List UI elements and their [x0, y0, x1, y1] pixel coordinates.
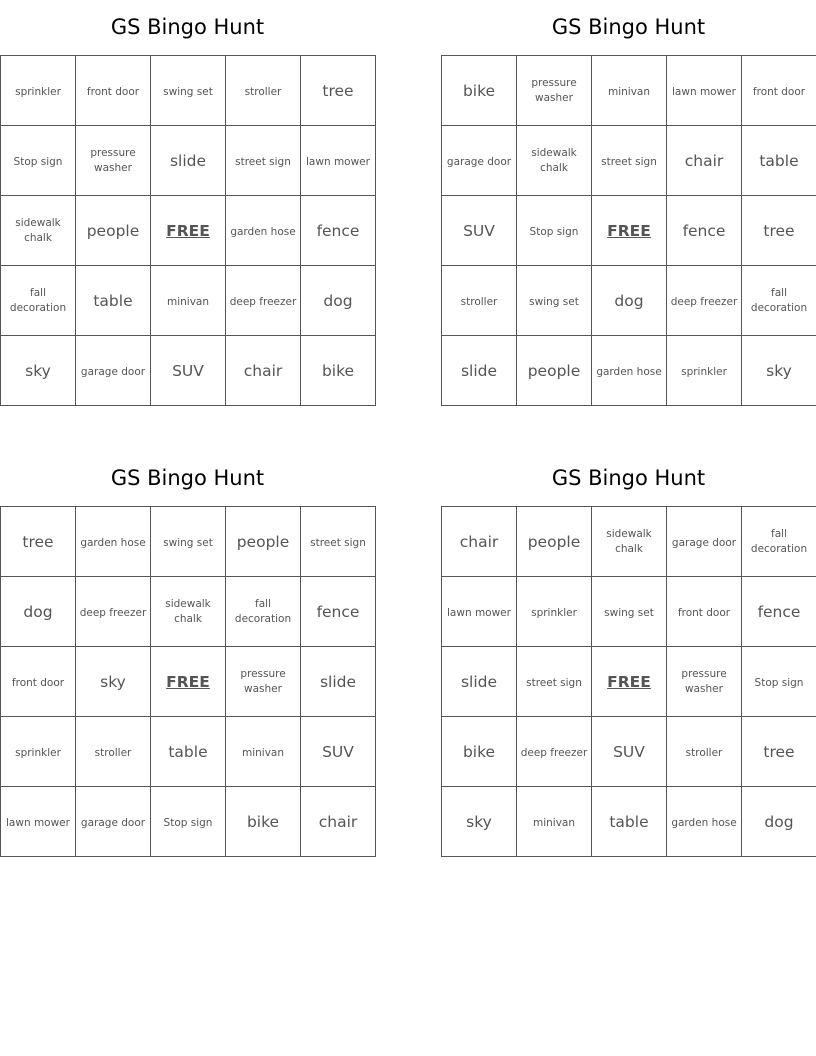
bingo-cell — [517, 196, 592, 266]
bingo-cell-label: front door — [677, 606, 731, 619]
bingo-cell — [1, 126, 76, 196]
bingo-cell — [1, 507, 76, 577]
bingo-cell-label: fence — [316, 602, 360, 621]
card-title: GS Bingo Hunt — [551, 15, 706, 39]
bingo-cell-label: dog — [23, 602, 53, 621]
bingo-cell — [76, 56, 151, 126]
bingo-cell — [442, 507, 517, 577]
bingo-cell — [1, 787, 76, 857]
bingo-cell-label: sidewalk chalk — [165, 597, 211, 625]
bingo-cell-label: dog — [764, 812, 794, 831]
bingo-cell-label: Stop sign — [754, 676, 804, 689]
bingo-cell-label: minivan — [166, 295, 210, 308]
bingo-cell — [151, 266, 226, 336]
bingo-grid — [0, 506, 376, 857]
bingo-cell — [1, 647, 76, 717]
bingo-cell — [517, 717, 592, 787]
bingo-cell — [742, 336, 816, 406]
bingo-cell-label: sprinkler — [15, 746, 61, 759]
bingo-cell-label: front door — [11, 676, 65, 689]
bingo-cell — [742, 507, 816, 577]
free-space-cell — [151, 196, 226, 266]
bingo-cell-label: stroller — [460, 295, 498, 308]
card-title: GS Bingo Hunt — [551, 466, 706, 490]
bingo-cell — [301, 507, 376, 577]
bingo-cell-label: lawn mower — [672, 85, 736, 98]
bingo-row — [1, 266, 376, 336]
bingo-cell-label: stroller — [244, 85, 282, 98]
bingo-cell — [667, 577, 742, 647]
bingo-row — [442, 577, 816, 647]
bingo-cell — [742, 196, 816, 266]
bingo-cell — [442, 647, 517, 717]
bingo-cell-label: SUV — [172, 361, 204, 380]
bingo-cell-label: fall decoration — [750, 527, 808, 555]
bingo-cell — [592, 266, 667, 336]
free-space-cell — [592, 647, 667, 717]
bingo-cell — [151, 717, 226, 787]
bingo-cell — [517, 266, 592, 336]
bingo-row — [442, 126, 816, 196]
bingo-cell — [301, 126, 376, 196]
bingo-cell — [226, 336, 301, 406]
bingo-cell — [76, 717, 151, 787]
bingo-cell-label: street sign — [526, 676, 582, 689]
bingo-cell-label: street sign — [310, 536, 366, 549]
bingo-cell — [76, 336, 151, 406]
bingo-cell — [517, 647, 592, 717]
bingo-cell-label: fence — [757, 602, 801, 621]
bingo-cell-label: pressure washer — [240, 667, 286, 695]
bingo-cell-label: tree — [763, 742, 795, 761]
bingo-cell-label: bike — [246, 812, 280, 831]
bingo-grid — [0, 55, 376, 406]
bingo-cell-label: stroller — [94, 746, 132, 759]
bingo-cell — [517, 56, 592, 126]
bingo-cell — [151, 507, 226, 577]
bingo-cell-label: sky — [25, 361, 51, 380]
free-space-cell — [151, 647, 226, 717]
bingo-cell-label: bike — [462, 742, 496, 761]
bingo-cell-label: lawn mower — [6, 816, 70, 829]
bingo-cell — [592, 507, 667, 577]
bingo-cell — [667, 717, 742, 787]
bingo-cell-label: garage door — [80, 816, 146, 829]
card-title: GS Bingo Hunt — [110, 15, 265, 39]
bingo-cell — [76, 787, 151, 857]
bingo-cell-label: fall decoration — [750, 286, 808, 314]
bingo-row — [1, 787, 376, 857]
bingo-cell-label: fall decoration — [234, 597, 292, 625]
bingo-cell-label: Stop sign — [529, 225, 579, 238]
bingo-cell-label: garage door — [446, 155, 512, 168]
bingo-cell-label: people — [236, 532, 290, 551]
bingo-cell-label: garden hose — [80, 536, 146, 549]
bingo-row — [442, 266, 816, 336]
bingo-cell — [1, 336, 76, 406]
bingo-cell — [517, 787, 592, 857]
bingo-cell-label: deep freezer — [670, 295, 738, 308]
bingo-cell — [667, 126, 742, 196]
bingo-cell-label: street sign — [235, 155, 291, 168]
bingo-cell-label: sprinkler — [531, 606, 577, 619]
bingo-cell-label: dog — [323, 291, 353, 310]
bingo-cell-label: table — [759, 151, 799, 170]
bingo-cell-label: sidewalk chalk — [606, 527, 652, 555]
bingo-cell — [226, 507, 301, 577]
bingo-cell-label: swing set — [163, 85, 213, 98]
bingo-cell — [742, 577, 816, 647]
bingo-cell — [592, 717, 667, 787]
bingo-cell-label: slide — [460, 672, 498, 691]
bingo-cell-label: SUV — [613, 742, 645, 761]
bingo-row — [442, 196, 816, 266]
bingo-cell — [667, 266, 742, 336]
bingo-cell — [151, 126, 226, 196]
bingo-row — [442, 787, 816, 857]
bingo-row — [1, 577, 376, 647]
bingo-cell — [742, 717, 816, 787]
bingo-cell-label: dog — [614, 291, 644, 310]
bingo-cell-label: lawn mower — [447, 606, 511, 619]
bingo-cell — [301, 647, 376, 717]
bingo-cell-label: pressure washer — [90, 146, 136, 174]
bingo-cell-label: sidewalk chalk — [15, 216, 61, 244]
free-space-label: FREE — [166, 672, 210, 691]
bingo-cell — [301, 336, 376, 406]
bingo-cell-label: slide — [169, 151, 207, 170]
bingo-cell — [151, 577, 226, 647]
bingo-cell-label: swing set — [604, 606, 654, 619]
bingo-cell — [226, 577, 301, 647]
free-space-cell — [592, 196, 667, 266]
bingo-row — [442, 507, 816, 577]
bingo-cell — [742, 647, 816, 717]
bingo-cell-label: stroller — [685, 746, 723, 759]
bingo-cell — [742, 56, 816, 126]
bingo-cell — [442, 266, 517, 336]
bingo-cell — [301, 787, 376, 857]
bingo-cell — [667, 196, 742, 266]
bingo-cell-label: sky — [466, 812, 492, 831]
bingo-cell — [226, 266, 301, 336]
bingo-cell-label: fall decoration — [9, 286, 67, 314]
bingo-cell — [226, 56, 301, 126]
bingo-cell-label: deep freezer — [520, 746, 588, 759]
bingo-row — [442, 336, 816, 406]
bingo-row — [442, 717, 816, 787]
bingo-cell-label: sidewalk chalk — [531, 146, 577, 174]
bingo-grid — [441, 55, 816, 406]
free-space-label: FREE — [607, 221, 651, 240]
bingo-cell — [301, 196, 376, 266]
bingo-cell — [742, 266, 816, 336]
bingo-cell — [517, 126, 592, 196]
bingo-cell-label: fence — [682, 221, 726, 240]
free-space-label: FREE — [607, 672, 651, 691]
bingo-cell — [442, 126, 517, 196]
bingo-cell-label: fence — [316, 221, 360, 240]
bingo-cell-label: chair — [459, 532, 499, 551]
bingo-cell — [226, 787, 301, 857]
bingo-cell-label: Stop sign — [163, 816, 213, 829]
bingo-cell — [742, 126, 816, 196]
bingo-cell — [592, 787, 667, 857]
bingo-cell-label: bike — [462, 81, 496, 100]
bingo-row — [1, 196, 376, 266]
bingo-cell-label: SUV — [463, 221, 495, 240]
bingo-cell-label: deep freezer — [79, 606, 147, 619]
bingo-cell-label: deep freezer — [229, 295, 297, 308]
bingo-cell-label: tree — [322, 81, 354, 100]
bingo-cell — [151, 787, 226, 857]
bingo-cell-label: sprinkler — [681, 365, 727, 378]
bingo-cell — [151, 336, 226, 406]
bingo-cell-label: minivan — [607, 85, 651, 98]
free-space-label: FREE — [166, 221, 210, 240]
bingo-cell — [667, 56, 742, 126]
bingo-cell — [742, 787, 816, 857]
bingo-cell — [226, 126, 301, 196]
bingo-cell — [226, 196, 301, 266]
bingo-cell — [76, 507, 151, 577]
bingo-grid — [441, 506, 816, 857]
bingo-row — [1, 647, 376, 717]
bingo-cell — [151, 56, 226, 126]
bingo-cell-label: swing set — [163, 536, 213, 549]
bingo-cell-label: table — [168, 742, 208, 761]
bingo-cell-label: minivan — [241, 746, 285, 759]
bingo-cell — [442, 717, 517, 787]
bingo-cell — [76, 577, 151, 647]
bingo-row — [1, 717, 376, 787]
bingo-cell — [442, 336, 517, 406]
bingo-cell — [667, 647, 742, 717]
bingo-cell — [226, 717, 301, 787]
bingo-cell-label: garden hose — [596, 365, 662, 378]
bingo-cell — [517, 507, 592, 577]
bingo-cell-label: swing set — [529, 295, 579, 308]
bingo-cell-label: garden hose — [671, 816, 737, 829]
bingo-cell — [1, 196, 76, 266]
bingo-cell — [76, 266, 151, 336]
bingo-cell-label: tree — [763, 221, 795, 240]
bingo-cell — [517, 577, 592, 647]
bingo-cell-label: chair — [318, 812, 358, 831]
bingo-cell-label: chair — [684, 151, 724, 170]
bingo-cell — [592, 126, 667, 196]
bingo-cell — [667, 787, 742, 857]
bingo-cell-label: people — [527, 532, 581, 551]
bingo-row — [442, 56, 816, 126]
bingo-cell-label: bike — [321, 361, 355, 380]
bingo-cell-label: SUV — [322, 742, 354, 761]
bingo-cell — [76, 126, 151, 196]
bingo-cell-label: chair — [243, 361, 283, 380]
bingo-cell — [667, 336, 742, 406]
bingo-cell-label: minivan — [532, 816, 576, 829]
bingo-cell — [1, 266, 76, 336]
bingo-cell — [76, 647, 151, 717]
bingo-cell — [1, 56, 76, 126]
bingo-cell — [1, 717, 76, 787]
bingo-cell — [442, 577, 517, 647]
bingo-cell-label: pressure washer — [681, 667, 727, 695]
bingo-cell — [301, 266, 376, 336]
bingo-cell — [226, 647, 301, 717]
bingo-cell — [76, 196, 151, 266]
bingo-cell-label: sprinkler — [15, 85, 61, 98]
bingo-cell — [517, 336, 592, 406]
bingo-cell — [442, 787, 517, 857]
bingo-row — [1, 336, 376, 406]
bingo-cell-label: garage door — [671, 536, 737, 549]
bingo-cell-label: street sign — [601, 155, 657, 168]
card-title: GS Bingo Hunt — [110, 466, 265, 490]
bingo-row — [1, 56, 376, 126]
bingo-cell — [592, 56, 667, 126]
bingo-row — [1, 507, 376, 577]
bingo-cell-label: pressure washer — [531, 76, 577, 104]
bingo-cell — [667, 507, 742, 577]
bingo-cell-label: front door — [752, 85, 806, 98]
bingo-row — [442, 647, 816, 717]
bingo-cell — [301, 717, 376, 787]
bingo-cell-label: slide — [460, 361, 498, 380]
bingo-cell-label: lawn mower — [306, 155, 370, 168]
bingo-cell — [301, 577, 376, 647]
bingo-cell — [442, 196, 517, 266]
bingo-cell-label: people — [527, 361, 581, 380]
bingo-cell — [442, 56, 517, 126]
bingo-cell-label: tree — [22, 532, 54, 551]
bingo-cell-label: garden hose — [230, 225, 296, 238]
bingo-cell — [592, 336, 667, 406]
bingo-cell — [1, 577, 76, 647]
bingo-cell — [301, 56, 376, 126]
bingo-cell-label: garage door — [80, 365, 146, 378]
bingo-cell-label: sky — [100, 672, 126, 691]
bingo-cell-label: sky — [766, 361, 792, 380]
bingo-cell-label: table — [609, 812, 649, 831]
bingo-cell-label: front door — [86, 85, 140, 98]
bingo-row — [1, 126, 376, 196]
bingo-cell-label: Stop sign — [13, 155, 63, 168]
bingo-cell-label: table — [93, 291, 133, 310]
bingo-cell-label: slide — [319, 672, 357, 691]
bingo-cell-label: people — [86, 221, 140, 240]
bingo-cell — [592, 577, 667, 647]
